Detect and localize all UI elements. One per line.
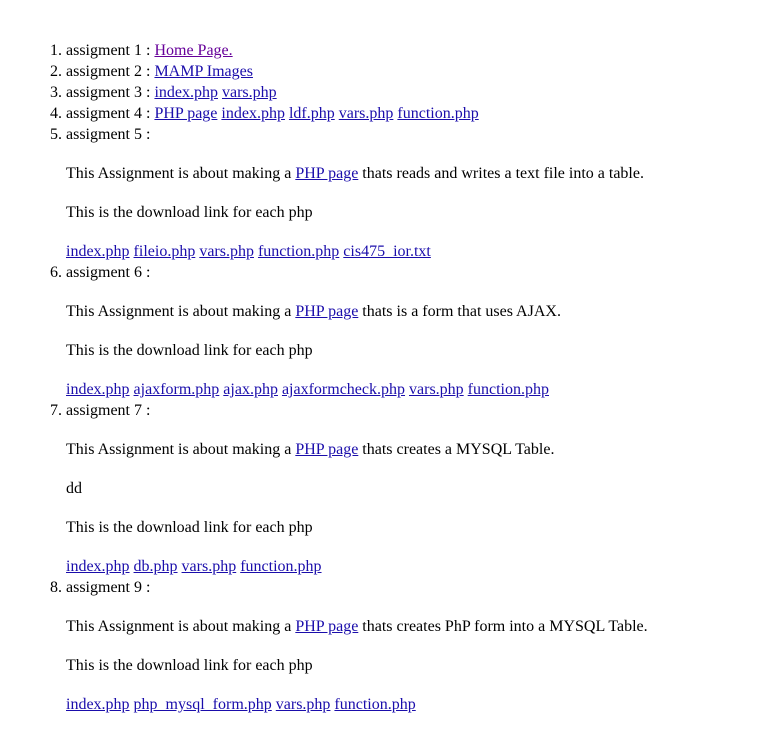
mamp-images-link[interactable]: MAMP Images — [154, 63, 253, 80]
description-text: thats creates PhP form into a MYSQL Table. — [362, 618, 648, 635]
list-item — [66, 40, 766, 61]
file-link[interactable]: ajaxformcheck.php — [281, 381, 406, 398]
download-text: This is the download link for each php — [66, 657, 313, 674]
assignment-list — [0, 40, 766, 715]
list-item — [66, 577, 766, 715]
file-link[interactable]: index.php — [66, 243, 130, 260]
file-link[interactable]: index.php — [66, 381, 130, 398]
file-link[interactable]: index.php — [66, 558, 130, 575]
description-text: This Assignment is about making a — [66, 618, 292, 635]
assignment-label: assigment 3 : — [66, 84, 151, 101]
php-page-link[interactable]: PHP page — [295, 618, 359, 635]
description-text: thats is a form that uses AJAX. — [362, 303, 561, 320]
file-link[interactable]: fileio.php — [133, 243, 196, 260]
assignment-label: assigment 6 : — [66, 264, 151, 281]
list-item — [66, 262, 766, 400]
description-text: This Assignment is about making a — [66, 441, 292, 458]
assignment-label: assigment 2 : — [66, 63, 151, 80]
file-link[interactable]: vars.php — [181, 558, 237, 575]
assignment-label: assigment 9 : — [66, 579, 151, 596]
file-links — [66, 379, 766, 400]
file-link[interactable]: function.php — [240, 558, 322, 575]
home-page-link[interactable]: Home Page. — [154, 42, 233, 59]
assignment-description — [66, 439, 766, 460]
file-link[interactable]: vars.php — [221, 84, 277, 101]
extra-text: dd — [66, 480, 82, 497]
file-link[interactable]: vars.php — [338, 105, 394, 122]
file-link[interactable]: php_mysql_form.php — [133, 696, 272, 713]
php-page-link[interactable]: PHP page — [295, 165, 359, 182]
assignment-label: assigment 4 : — [66, 105, 151, 122]
list-item — [66, 124, 766, 262]
list-item — [66, 103, 766, 124]
file-link[interactable]: ldf.php — [288, 105, 335, 122]
file-link[interactable]: index.php — [221, 105, 285, 122]
assignment-label: assigment 1 : — [66, 42, 151, 59]
file-link[interactable]: vars.php — [409, 381, 464, 398]
download-text: This is the download link for each php — [66, 519, 313, 536]
file-link[interactable]: ajaxform.php — [133, 381, 220, 398]
file-links — [66, 694, 766, 715]
php-page-link[interactable]: PHP page — [295, 303, 359, 320]
list-item — [66, 400, 766, 577]
description-text: thats reads and writes a text file into a table. — [362, 165, 644, 182]
list-item — [66, 82, 766, 103]
description-text: thats creates a MYSQL Table. — [362, 441, 555, 458]
download-text: This is the download link for each php — [66, 342, 313, 359]
description-text: This Assignment is about making a — [66, 303, 292, 320]
file-link[interactable]: index.php — [154, 84, 218, 101]
file-link[interactable]: db.php — [133, 558, 178, 575]
file-links — [66, 556, 766, 577]
assignment-label: assigment 7 : — [66, 402, 151, 419]
file-link[interactable]: index.php — [66, 696, 130, 713]
download-text: This is the download link for each php — [66, 204, 313, 221]
file-link[interactable]: cis475_ior.txt — [343, 243, 431, 260]
file-link[interactable]: function.php — [467, 381, 549, 398]
assignment-description — [66, 163, 766, 184]
file-link[interactable]: function.php — [334, 696, 416, 713]
file-link[interactable]: vars.php — [275, 696, 331, 713]
file-link[interactable]: ajax.php — [223, 381, 278, 398]
assignment-description — [66, 301, 766, 322]
description-text: This Assignment is about making a — [66, 165, 292, 182]
file-link[interactable]: function.php — [257, 243, 340, 260]
assignment-description — [66, 616, 766, 637]
list-item — [66, 61, 766, 82]
php-page-link[interactable]: PHP page — [154, 105, 218, 122]
file-link[interactable]: function.php — [397, 105, 479, 122]
php-page-link[interactable]: PHP page — [295, 441, 359, 458]
assignment-label: assigment 5 : — [66, 126, 151, 143]
file-links — [66, 241, 766, 262]
file-link[interactable]: vars.php — [199, 243, 254, 260]
